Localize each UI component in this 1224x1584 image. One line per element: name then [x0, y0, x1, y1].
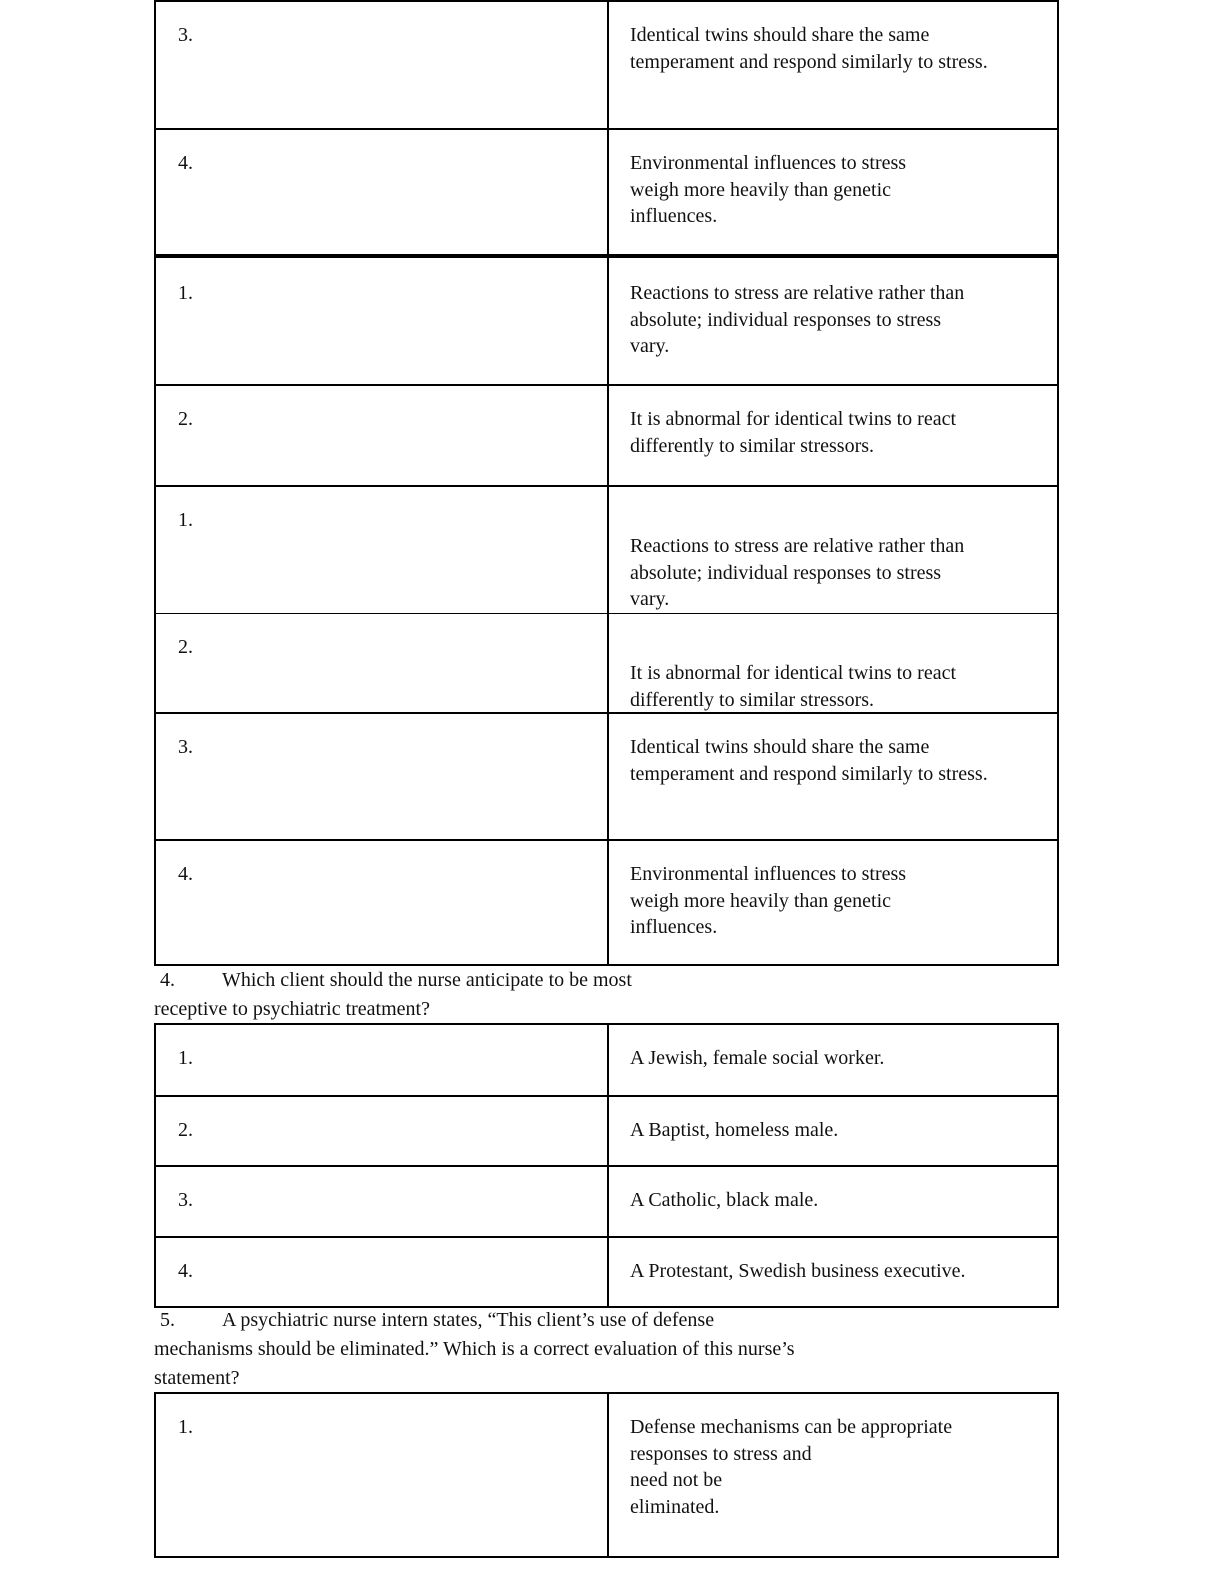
option-number: 4.: [156, 130, 609, 258]
question-number: 5.: [160, 1309, 175, 1331]
answer-table: [154, 1392, 1059, 1558]
question-5: [154, 1306, 914, 1393]
table-row: [156, 2, 1057, 130]
option-text: Environmental influences to stress weigh more heavily than genetic influences.: [630, 863, 907, 938]
table-row: [156, 130, 1057, 258]
answer-table-continued: [154, 0, 1059, 256]
option-number: 1.: [156, 487, 609, 613]
option-number: 1.: [156, 1025, 609, 1095]
table-row: [156, 1238, 1057, 1306]
table-row: [156, 841, 1057, 966]
table-row: [156, 487, 1057, 614]
option-text: Identical twins should share the same temperament and respond similarly to stress.: [630, 24, 988, 73]
answer-table: [154, 1023, 1059, 1308]
question-text-line1: Which client should the nurse anticipate to be most: [222, 969, 632, 991]
table-row: [156, 1097, 1057, 1167]
option-number: 2.: [156, 386, 609, 485]
option-text: A Baptist, homeless male.: [630, 1119, 839, 1141]
option-text: Identical twins should share the same temperament and respond similarly to stress.: [630, 736, 988, 785]
table-row: [156, 1394, 1057, 1556]
table-row: [156, 258, 1057, 386]
option-number: 1.: [156, 258, 609, 384]
table-row: [156, 1025, 1057, 1097]
table-row: [156, 386, 1057, 487]
option-text: It is abnormal for identical twins to react differently to similar stressors.: [630, 662, 957, 711]
table-row: [156, 1167, 1057, 1238]
option-text: Environmental influences to stress weigh more heavily than genetic influences.: [630, 152, 907, 227]
option-text: Reactions to stress are relative rather than absolute; individual responses to stress vary.: [630, 282, 965, 357]
table-row: [156, 714, 1057, 841]
option-number: 2.: [156, 614, 609, 712]
option-number: 1.: [156, 1394, 609, 1556]
option-text: Defense mechanisms can be appropriate responses to stress and need not be eliminated.: [630, 1416, 953, 1518]
option-text: A Catholic, black male.: [630, 1189, 819, 1211]
option-number: 3.: [156, 2, 609, 128]
table-row: [156, 614, 1057, 714]
question-text-rest: receptive to psychiatric treatment?: [154, 998, 430, 1020]
question-text-rest: mechanisms should be eliminated.” Which is a correct evaluation of this nurse’s statement?: [154, 1338, 795, 1389]
option-text: It is abnormal for identical twins to react differently to similar stressors.: [630, 408, 957, 457]
question-4: [154, 966, 914, 1024]
option-number: 3.: [156, 714, 609, 839]
option-number: 3.: [156, 1167, 609, 1236]
question-text-line1: A psychiatric nurse intern states, “This client’s use of defense: [222, 1309, 715, 1331]
option-text: A Jewish, female social worker.: [630, 1047, 885, 1069]
option-text: A Protestant, Swedish business executive.: [630, 1260, 966, 1282]
answer-table: [154, 254, 1059, 966]
option-text: Reactions to stress are relative rather than absolute; individual responses to stress vary.: [630, 535, 965, 610]
question-number: 4.: [160, 969, 175, 991]
option-number: 2.: [156, 1097, 609, 1165]
option-number: 4.: [156, 1238, 609, 1306]
option-number: 4.: [156, 841, 609, 966]
